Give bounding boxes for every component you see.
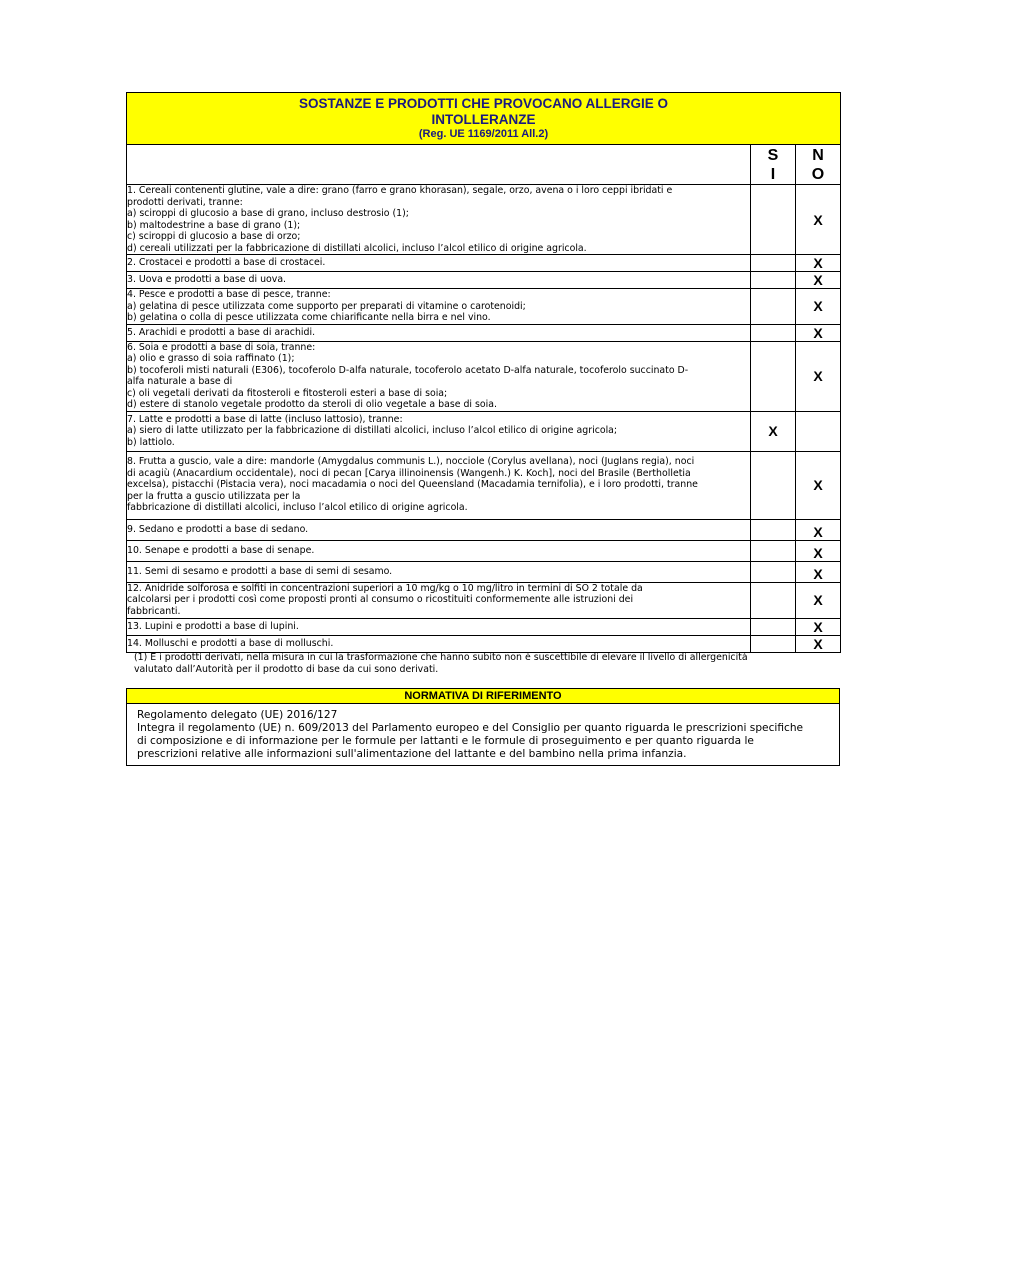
no-mark: X: [796, 289, 841, 325]
no-header-letter-1: N: [812, 146, 824, 164]
allergen-description: 14. Molluschi e prodotti a base di molluschi.: [127, 635, 751, 652]
allergen-description: 2. Crostacei e prodotti a base di crostacei.: [127, 255, 751, 272]
no-mark: X: [796, 324, 841, 341]
no-mark: X: [796, 451, 841, 519]
allergen-row: [127, 272, 841, 289]
allergen-row: [127, 185, 841, 255]
allergen-description: 4. Pesce e prodotti a base di pesce, tranne: a) gelatina di pesce utilizzata come supporto per preparati di vitamine o carotenoidi; b) gelatina o colla di pesce utilizzata come chiarificante nella birra e nel vino.: [127, 289, 751, 325]
si-mark: [751, 582, 796, 618]
allergen-rows: [127, 185, 841, 653]
si-header-letter-1: S: [767, 146, 779, 164]
si-mark: [751, 635, 796, 652]
allergen-row: [127, 324, 841, 341]
no-mark: X: [796, 618, 841, 635]
allergen-row: [127, 411, 841, 451]
table-header-row: [127, 93, 841, 145]
normativa-box: [126, 688, 840, 766]
allergen-row: [127, 289, 841, 325]
allergen-row: [127, 519, 841, 540]
allergen-row: [127, 582, 841, 618]
no-mark: X: [796, 341, 841, 411]
no-mark: X: [796, 635, 841, 652]
regulation-reference: (Reg. UE 1169/2011 All.2): [418, 128, 549, 140]
blank-header-cell: [127, 145, 751, 185]
normativa-body: [127, 704, 839, 765]
si-mark: [751, 255, 796, 272]
table-title-line1: SOSTANZE E PRODOTTI CHE PROVOCANO ALLERGIE O: [298, 96, 669, 111]
no-column-header: [796, 145, 841, 185]
normativa-description: Integra il regolamento (UE) n. 609/2013 del Parlamento europeo e del Consiglio per quanto riguarda le prescrizioni specifiche di composizione e di informazione per le formule per lattanti e le formule di proseguimento e per quanto riguarda le prescrizioni relative alle informazioni sull'alimentazione del lattante e del bambino nella prima infanzia.: [137, 722, 804, 760]
allergen-description: 7. Latte e prodotti a base di latte (incluso lattosio), tranne: a) siero di latte utilizzato per la fabbricazione di distillati alcolici, incluso l’alcol etilico di origine agricola; b) lattiolo.: [127, 411, 751, 451]
allergen-description: 11. Semi di sesamo e prodotti a base di semi di sesamo.: [127, 561, 751, 582]
allergen-description: 3. Uova e prodotti a base di uova.: [127, 272, 751, 289]
allergen-row: [127, 618, 841, 635]
si-mark: [751, 618, 796, 635]
si-mark: [751, 341, 796, 411]
no-header-letter-2: O: [811, 165, 825, 183]
normativa-regulation: Regolamento delegato (UE) 2016/127: [137, 709, 338, 721]
allergen-description: 12. Anidride solforosa e solfiti in concentrazioni superiori a 10 mg/kg o 10 mg/litro in termini di SO 2 totale da calcolarsi per i prodotti così come proposti pronti al consumo o ricostituiti conformemente alle istruzioni dei fabbricanti.: [127, 582, 751, 618]
normativa-title: NORMATIVA DI RIFERIMENTO: [127, 689, 839, 704]
footnote: (1) E i prodotti derivati, nella misura in cui la trasformazione che hanno subito non è suscettibile di elevare il livello di allergenicità valutato dall’Autorità per il prodotto di base da cui sono derivati.: [134, 652, 748, 675]
column-header-row: [127, 145, 841, 185]
no-mark: X: [796, 272, 841, 289]
table-title-line2: INTOLLERANZE: [431, 112, 536, 127]
si-mark: X: [751, 411, 796, 451]
no-mark: X: [796, 540, 841, 561]
no-mark: X: [796, 519, 841, 540]
si-mark: [751, 324, 796, 341]
si-mark: [751, 272, 796, 289]
allergen-description: 8. Frutta a guscio, vale a dire: mandorle (Amygdalus communis L.), nocciole (Corylus avellana), noci (Juglans regia), noci di acagiù (Anacardium occidentale), noci di pecan [Carya illinoinensis (Wangenh.) K. Koch], noci del Brasile (Bertholletia excelsa), pistacchi (Pistacia vera), noci macadamia o noci del Queensland (Macadamia ternifolia), e i loro prodotti, tranne per la frutta a guscio utilizzata per la fabbricazione di distillati alcolici, incluso l’alcol etilico di origine agricola.: [127, 451, 751, 519]
si-mark: [751, 289, 796, 325]
no-mark: [796, 411, 841, 451]
allergen-description: 6. Soia e prodotti a base di soia, tranne: a) olio e grasso di soia raffinato (1); b) tocoferoli misti naturali (E306), tocoferolo D-alfa naturale, tocoferolo acetato D-alfa naturale, tocoferolo succinato D- alfa naturale a base di c) oli vegetali derivati da fitosteroli e fitosteroli esteri a base di soia; d) estere di stanolo vegetale prodotto da steroli di olio vegetale a base di soia.: [127, 341, 751, 411]
si-mark: [751, 519, 796, 540]
si-mark: [751, 561, 796, 582]
allergen-row: [127, 341, 841, 411]
si-column-header: [751, 145, 796, 185]
no-mark: X: [796, 255, 841, 272]
table-title-cell: [127, 93, 841, 145]
no-mark: X: [796, 582, 841, 618]
allergen-table-container: [126, 92, 840, 653]
si-mark: [751, 185, 796, 255]
allergen-row: [127, 635, 841, 652]
allergen-description: 9. Sedano e prodotti a base di sedano.: [127, 519, 751, 540]
allergen-row: [127, 540, 841, 561]
no-mark: X: [796, 561, 841, 582]
allergen-description: 13. Lupini e prodotti a base di lupini.: [127, 618, 751, 635]
allergen-row: [127, 451, 841, 519]
allergen-description: 5. Arachidi e prodotti a base di arachidi.: [127, 324, 751, 341]
allergen-table: [126, 92, 841, 653]
si-header-letter-2: I: [770, 165, 776, 183]
si-mark: [751, 451, 796, 519]
no-mark: X: [796, 185, 841, 255]
allergen-row: [127, 561, 841, 582]
allergen-description: 1. Cereali contenenti glutine, vale a dire: grano (farro e grano khorasan), segale, orzo, avena o i loro ceppi ibridati e prodotti derivati, tranne: a) sciroppi di glucosio a base di grano, incluso destrosio (1); b) maltodestrine a base di grano (1); c) sciroppi di glucosio a base di orzo; d) cereali utilizzati per la fabbricazione di distillati alcolici, incluso l’alcol etilico di origine agricola.: [127, 185, 751, 255]
allergen-description: 10. Senape e prodotti a base di senape.: [127, 540, 751, 561]
allergen-row: [127, 255, 841, 272]
si-mark: [751, 540, 796, 561]
